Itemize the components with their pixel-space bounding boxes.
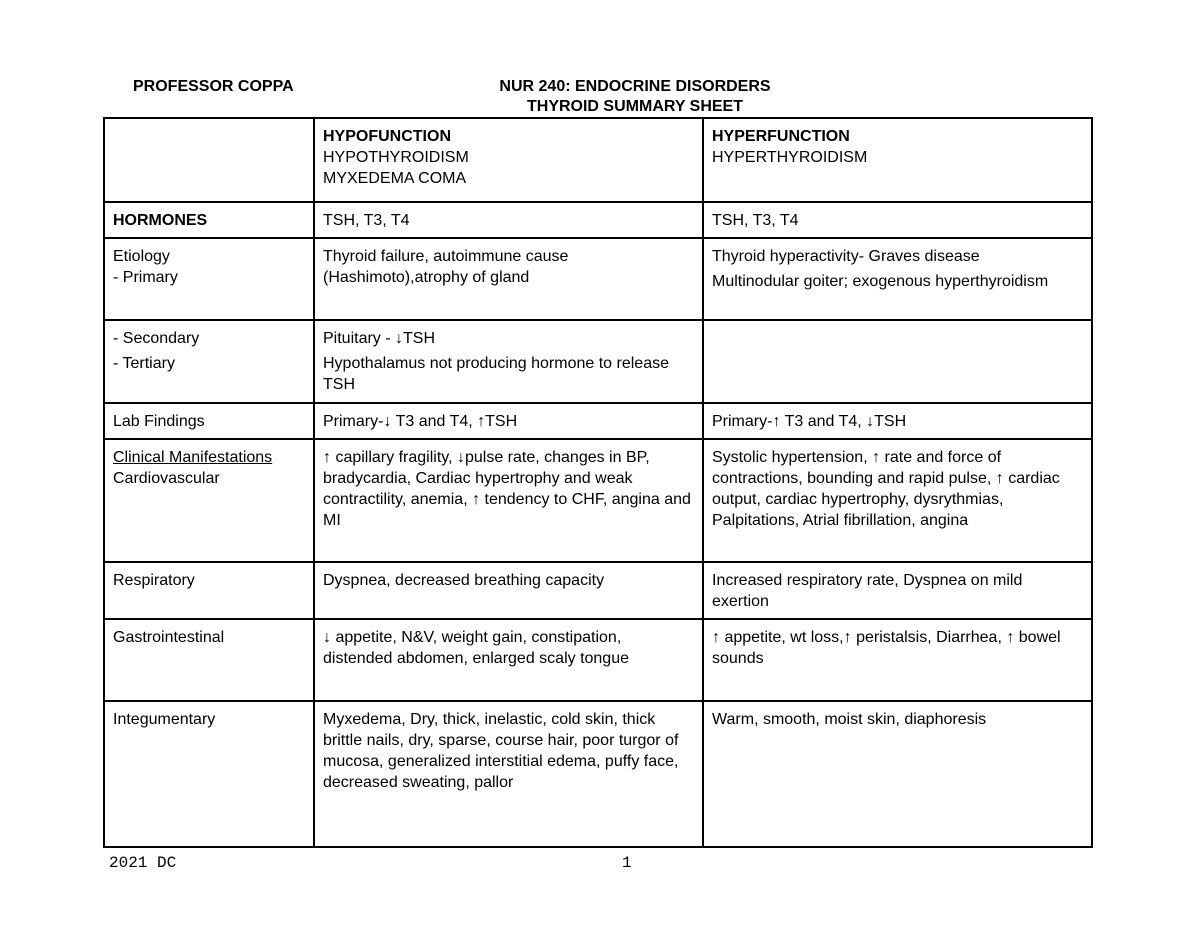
hyper-cell: Primary-↑ T3 and T4, ↓TSH <box>703 403 1092 439</box>
header-empty-cell <box>104 118 314 202</box>
hypofunction-title: HYPOFUNCTION <box>323 128 451 145</box>
hypo-cell: Thyroid failure, autoimmune cause (Hashimoto),atrophy of gland <box>314 238 703 320</box>
tertiary-label: - Tertiary <box>113 355 175 372</box>
hypo-cell: Myxedema, Dry, thick, inelastic, cold skin, thick brittle nails, dry, sparse, course hair, poor turgor of mucosa, generalized interstitial edema, puffy face, decreased sweating, pallor <box>314 701 703 847</box>
professor-name: PROFESSOR COPPA <box>133 78 294 95</box>
row-label: Integumentary <box>104 701 314 847</box>
table-row <box>104 619 1092 701</box>
table-row <box>104 238 1092 320</box>
hyper-cell: Increased respiratory rate, Dyspnea on mild exertion <box>703 562 1092 619</box>
row-label: Lab Findings <box>104 403 314 439</box>
hyper-etiology-text: Thyroid hyperactivity- Graves disease <box>712 248 980 265</box>
myxedema-coma-label: MYXEDEMA COMA <box>323 170 467 187</box>
course-title: NUR 240: ENDOCRINE DISORDERS <box>499 78 771 95</box>
hyper-cell: TSH, T3, T4 <box>703 202 1092 238</box>
row-label: Respiratory <box>104 562 314 619</box>
row-label <box>104 320 314 403</box>
sheet-title: THYROID SUMMARY SHEET <box>526 98 743 115</box>
hyper-cell: Warm, smooth, moist skin, diaphoresis <box>703 701 1092 847</box>
hypo-cell: Dyspnea, decreased breathing capacity <box>314 562 703 619</box>
page-number: 1 <box>622 854 632 872</box>
hypo-cell: Primary-↓ T3 and T4, ↑TSH <box>314 403 703 439</box>
hyperfunction-title: HYPERFUNCTION <box>712 128 850 145</box>
hypo-cell <box>314 320 703 403</box>
footer-year-initials: 2021 DC <box>109 854 177 872</box>
primary-label: - Primary <box>113 269 178 286</box>
row-label <box>104 238 314 320</box>
hyper-cell: Systolic hypertension, ↑ rate and force of contractions, bounding and rapid pulse, ↑ cardiac output, cardiac hypertrophy, dysrythmias, Palpitations, Atrial fibrillation, angina <box>703 439 1092 562</box>
thyroid-summary-table <box>103 117 1093 848</box>
hyper-etiology-text: Multinodular goiter; exogenous hyperthyroidism <box>712 273 1049 290</box>
hypothyroidism-label: HYPOTHYROIDISM <box>323 149 469 166</box>
hyperfunction-header-cell <box>703 118 1092 202</box>
table-row <box>104 562 1092 619</box>
row-label: Gastrointestinal <box>104 619 314 701</box>
hypofunction-header-cell <box>314 118 703 202</box>
etiology-label: Etiology <box>113 248 170 265</box>
hyper-cell: ↑ appetite, wt loss,↑ peristalsis, Diarrhea, ↑ bowel sounds <box>703 619 1092 701</box>
clinical-manifestations-label: Clinical Manifestations <box>113 449 273 466</box>
hyper-cell <box>703 238 1092 320</box>
table-row <box>104 403 1092 439</box>
row-label <box>104 439 314 562</box>
hormones-label: HORMONES <box>113 212 208 229</box>
table-header-row <box>104 118 1092 202</box>
secondary-label: - Secondary <box>113 330 200 347</box>
hypo-cell: TSH, T3, T4 <box>314 202 703 238</box>
table-row <box>104 701 1092 847</box>
table-row <box>104 439 1092 562</box>
table-row <box>104 202 1092 238</box>
row-label <box>104 202 314 238</box>
cardiovascular-label: Cardiovascular <box>113 470 220 487</box>
hyper-cell <box>703 320 1092 403</box>
table-row <box>104 320 1092 403</box>
hypo-cell: ↑ capillary fragility, ↓pulse rate, changes in BP, bradycardia, Cardiac hypertrophy and weak contractility, anemia, ↑ tendency to CHF, angina and MI <box>314 439 703 562</box>
pituitary-text: Pituitary - ↓TSH <box>323 330 436 347</box>
hyperthyroidism-label: HYPERTHYROIDISM <box>712 149 868 166</box>
hypo-cell: ↓ appetite, N&V, weight gain, constipation, distended abdomen, enlarged scaly tongue <box>314 619 703 701</box>
hypothalamus-text: Hypothalamus not producing hormone to release TSH <box>323 355 669 393</box>
